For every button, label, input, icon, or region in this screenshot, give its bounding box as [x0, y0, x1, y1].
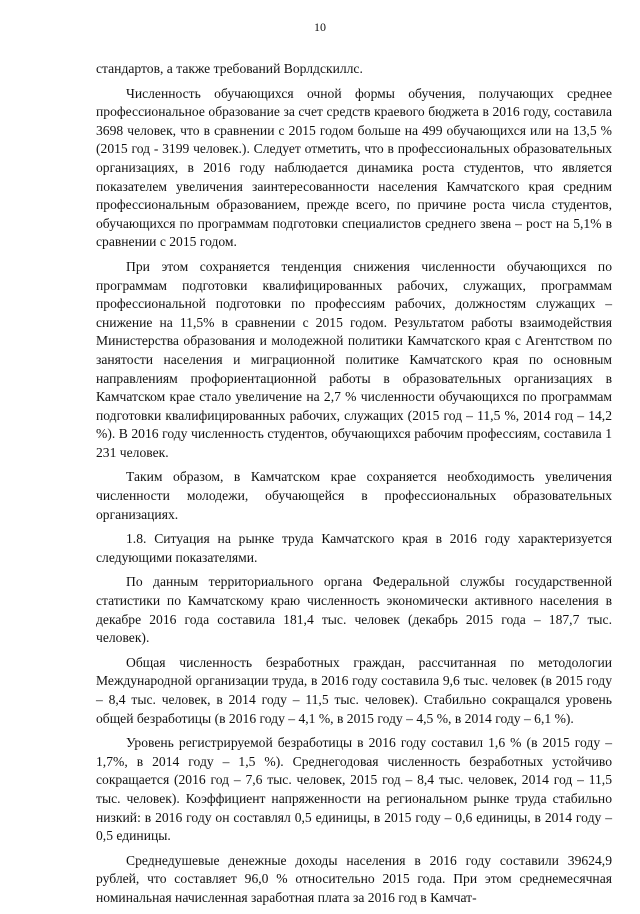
page-number: 10: [314, 20, 326, 34]
paragraph-students-count: Численность обучающихся очной формы обучения, получающих среднее профессиональное образование за счет средств краевого бюджета в 2016 году, составила 3698 человек, что в сравнении с 2015 годом больше на 499 обучающихся или на 13,5 % (2015 год - 3199 человек.). Следует отметить, что в профессиональных образовательных организациях, в 2016 году наблюдается динамика роста студентов, что является показателем увеличения заинтересованности населения Камчатского края средним профессиональным образованием, прежде всего, по причине роста числа студентов, обучающихся по программам подготовки специалистов среднего звена – рост на 5,1% в сравнении с 2015 годом.: [96, 85, 612, 250]
paragraph-registered-unemployment: Уровень регистрируемой безработицы в 2016 году составил 1,6 % (в 2015 году – 1,7%, в 2014 году – 1,5 %). Среднегодовая численность безработных устойчиво сокращается (2016 год – 7,6 тыс. человек, 2015 год – 8,4 тыс. человек, 2014 год – 11,5 тыс. человек). Коэффициент напряженности на региональном рынке труда стабильно низкий: в 2016 году он составлял 0,5 единицы, в 2015 году – 0,6 единицы, в 2014 году – 0,5 единицы.: [96, 735, 612, 844]
paragraph-workers-training: При этом сохраняется тенденция снижения численности обучающихся по программам подготовки квалифицированных рабочих, служащих, программам профессиональной подготовки по профессиям рабочих, должностям служащих – снижение на 11,5% в сравнении с 2015 годом. Результатом работы взаимодействия Министерства образования и молодежной политики Камчатского края с Агентством по занятости населения и миграционной политике Камчатского края по основным направлениям профориентационной работы в образовательных организациях в Камчатском крае стало увеличение на 2,7 % численности обучающихся по программам подготовки квалифицированных рабочих, служащих (2015 год – 11,5 %, 2014 год – 14,2 %). В 2016 году численность студентов, обучающихся рабочим профессиям, составила 1 231 человек.: [96, 258, 612, 460]
section-heading-labor-market: 1.8. Ситуация на рынке труда Камчатского края в 2016 году характеризуется следующими показателями.: [96, 531, 612, 565]
paragraph-continuation: стандартов, а также требований Ворлдскиллс.: [96, 61, 363, 76]
paragraph-income: Среднедушевые денежные доходы населения в 2016 году составили 39624,9 рублей, что составляет 96,0 % относительно 2015 года. При этом среднемесячная номинальная начисленная заработная плата за 2016 год в Камчат-: [96, 852, 612, 905]
paragraph-unemployment-ilo: Общая численность безработных граждан, рассчитанная по методологии Международной организации труда, в 2016 году составила 9,6 тыс. человек (в 2015 году – 8,4 тыс. человек, в 2014 году – 11,5 тыс. человек). Стабильно сокращался уровень общей безработицы (в 2016 году – 4,1 %, в 2015 году – 4,5 %, в 2014 году – 6,1 %).: [96, 654, 612, 726]
document-body: [96, 60, 612, 914]
paragraph-active-population: По данным территориального органа Федеральной службы государственной статистики по Камчатскому краю численность экономически активного населения в декабре 2016 года составила 181,4 тыс. человек (декабрь 2015 года – 187,7 тыс. человек).: [96, 574, 612, 646]
paragraph-conclusion: Таким образом, в Камчатском крае сохраняется необходимость увеличения численности молодежи, обучающейся в профессиональных образовательных организациях.: [96, 469, 612, 522]
